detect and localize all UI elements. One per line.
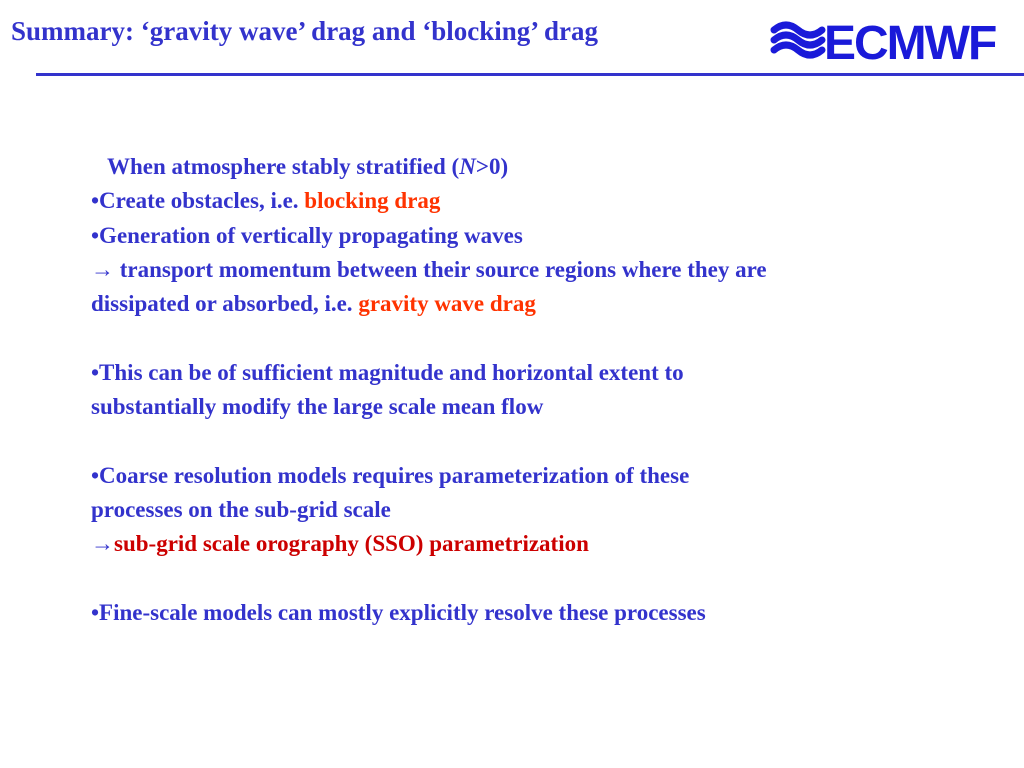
sso-highlight: sub-grid scale orography (SSO) <box>114 531 430 557</box>
bullet-waves-cont: → transport momentum between their source regions where they are <box>91 256 767 282</box>
title-underline <box>36 73 1024 76</box>
bullet-waves-cont-2: dissipated or absorbed, i.e. gravity wave drag <box>91 291 536 317</box>
intro-line: When atmosphere stably stratified (N>0) <box>107 154 509 179</box>
svg-text:ECMWF: ECMWF <box>824 17 996 66</box>
bullet-coarse-cont: processes on the sub-grid scale <box>91 496 391 522</box>
slide-body <box>91 150 971 630</box>
ecmwf-logo <box>766 14 1022 66</box>
spacer <box>91 424 971 458</box>
bullet-coarse: •Coarse resolution models requires parameterization of these <box>91 462 690 488</box>
bullet-fine-scale: •Fine-scale models can mostly explicitly resolve these processes <box>91 599 706 625</box>
parametrization-highlight: parametrization <box>429 531 589 557</box>
blocking-drag-highlight: blocking drag <box>304 188 441 214</box>
bullet-magnitude: •This can be of sufficient magnitude and horizontal extent to <box>91 359 684 385</box>
bullet-waves: •Generation of vertically propagating waves <box>91 222 523 248</box>
spacer <box>91 562 971 596</box>
spacer <box>91 321 971 355</box>
gravity-wave-drag-highlight: gravity wave drag <box>358 291 536 317</box>
bullet-magnitude-cont: substantially modify the large scale mean flow <box>91 394 544 420</box>
slide-title: Summary: ‘gravity wave’ drag and ‘blocking’ drag <box>11 16 598 46</box>
bullet-sso: →sub-grid scale orography (SSO) parametrization <box>91 531 589 557</box>
bullet-blocking: •Create obstacles, i.e. blocking drag <box>91 188 441 214</box>
